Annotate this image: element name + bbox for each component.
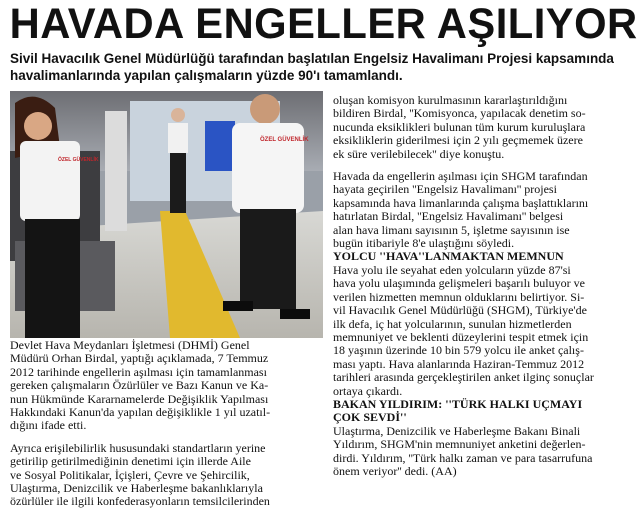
section-heading-line: BAKAN YILDIRIM: ''TÜRK HALKI UÇMAYI xyxy=(333,396,583,411)
text-line: gereken çalışmaların Özürlüler ve Bazı Kanun ve Ka- xyxy=(10,378,269,393)
text-line: vil Havacılık Genel Müdürlüğü (SHGM), Türkiye'de xyxy=(333,303,587,318)
text-line: verilen hizmetten memnun olduklarını belirtiyor. Si- xyxy=(333,289,585,304)
text-line: Hava yolu ile seyahat eden yolcuların yüzde 87'si xyxy=(333,262,571,277)
text-line: özürlüler ile ilgili konfederasyonların temsilcilerinden xyxy=(10,494,270,509)
vest-label-left: ÖZEL GÜVENLİK xyxy=(58,157,99,163)
text-line: kapsamında hava limanlarında çalışma başlattıklarını xyxy=(333,195,589,210)
text-line: memnuniyet ve beklenti düzeylerini tespit etmek için xyxy=(333,329,589,344)
text-line: dığını ifade etti. xyxy=(10,418,87,433)
lead-line: havalimanlarında yapılan çalışmaların yüzde 90'ı tamamlandı. xyxy=(10,68,403,83)
text-line: ması yaptı. Hava alanlarında Haziran-Temmuz 2012 xyxy=(333,356,585,371)
text-line: hatırlatan Birdal, ''Engelsiz Havalimanı'' belgesi xyxy=(333,209,564,224)
text-line: eksikliklerin giderilmesi için 2 yılı geçmemek üzere xyxy=(333,133,583,148)
text-line: getirilip getirilmediğinin denetimi için illerde Aile xyxy=(10,454,251,469)
text-line: 18 yaşının üzerinde 10 bin 579 yolcu ile anket çalış- xyxy=(333,343,584,358)
section-heading-line: ÇOK SEVDİ'' xyxy=(333,410,407,425)
text-line: Hakkındaki Kanun'da yapılan değişiklikle 1 yıl uzatıl- xyxy=(10,405,271,420)
text-line: ortaya çıkardı. xyxy=(333,383,403,398)
lead-line: Sivil Havacılık Genel Müdürlüğü tarafından başlatılan Engelsiz Havalimanı Projesi kapsamında xyxy=(10,51,614,66)
vest-label-right: ÖZEL GÜVENLİK xyxy=(260,137,309,143)
headline: HAVADA ENGELLER AŞILIYOR xyxy=(9,0,638,48)
text-line: Devlet Hava Meydanları İşletmesi (DHMİ) Genel xyxy=(10,338,250,352)
text-line: ek süre verilebilecek'' diye konuştu. xyxy=(333,146,505,161)
right-column xyxy=(333,94,633,478)
text-line: Müdürü Orhan Birdal, yaptığı açıklamada, 7 Temmuz xyxy=(10,351,269,366)
text-line: alan hava limanı sayısının 5, işletme sayısının ise xyxy=(333,222,570,237)
text-line: nucunda eksiklikleri bulunan tüm kurum kuruluşlara xyxy=(333,119,586,134)
terminal-photo-illustration xyxy=(10,91,323,338)
article-photo xyxy=(10,91,323,338)
walking-man xyxy=(168,108,188,213)
blue-sign xyxy=(205,121,235,171)
text-line: hayata geçirilen ''Engelsiz Havalimanı'' projesi xyxy=(333,182,557,197)
text-line: dirdi. Yıldırım, ''Türk halkı zaman ve para tasarrufuna xyxy=(333,450,593,465)
text-line: bugün itibariyle 8'e ulaştığını söyledi. xyxy=(333,236,515,251)
text-line: Ulaştırma, Denizcilik ve Haberleşme bakanlıklarıyla xyxy=(10,481,263,496)
security-gate xyxy=(105,111,127,231)
text-line: hava yolu ulaşımında gelişmeleri başarılı buluyor ve xyxy=(333,276,585,291)
text-line: Yıldırım, SHGM'nin memnuniyet anketini değerlen- xyxy=(333,437,586,452)
text-line: Havada da engellerin aşılması için SHGM tarafından xyxy=(333,169,588,184)
text-line: nun Hükmünde Kararnamelerde Değişiklik Yapılması xyxy=(10,391,269,406)
section-heading-line: YOLCU ''HAVA''LANMAKTAN MEMNUN xyxy=(333,249,564,264)
text-line: ilk defa, iç hat yolcularının, sunulan hizmetlerden xyxy=(333,316,572,331)
left-column xyxy=(10,339,328,509)
text-line: oluşan komisyon kurulmasının kararlaştırıldığını xyxy=(333,93,568,107)
text-line: Ulaştırma, Denizcilik ve Haberleşme Bakanı Binali xyxy=(333,423,581,438)
lead-paragraph xyxy=(10,50,630,84)
text-line: önem veriyor'' dedi. (AA) xyxy=(333,463,457,478)
text-line: ve Sosyal Politikalar, İçişleri, Çevre ve Şehircilik, xyxy=(10,467,250,482)
text-line: 2012 tarihinde engellerin aşılması için tamamlanması xyxy=(10,364,267,379)
text-line: bildiren Birdal, ''Komisyonca, yapılacak denetim so- xyxy=(333,106,586,121)
text-line: Ayrıca erişilebilirlik hususundaki standartların yerine xyxy=(10,440,266,455)
text-line: tarihleri arasında gerçekleştirilen anket ilginç sonuçlar xyxy=(333,370,594,385)
